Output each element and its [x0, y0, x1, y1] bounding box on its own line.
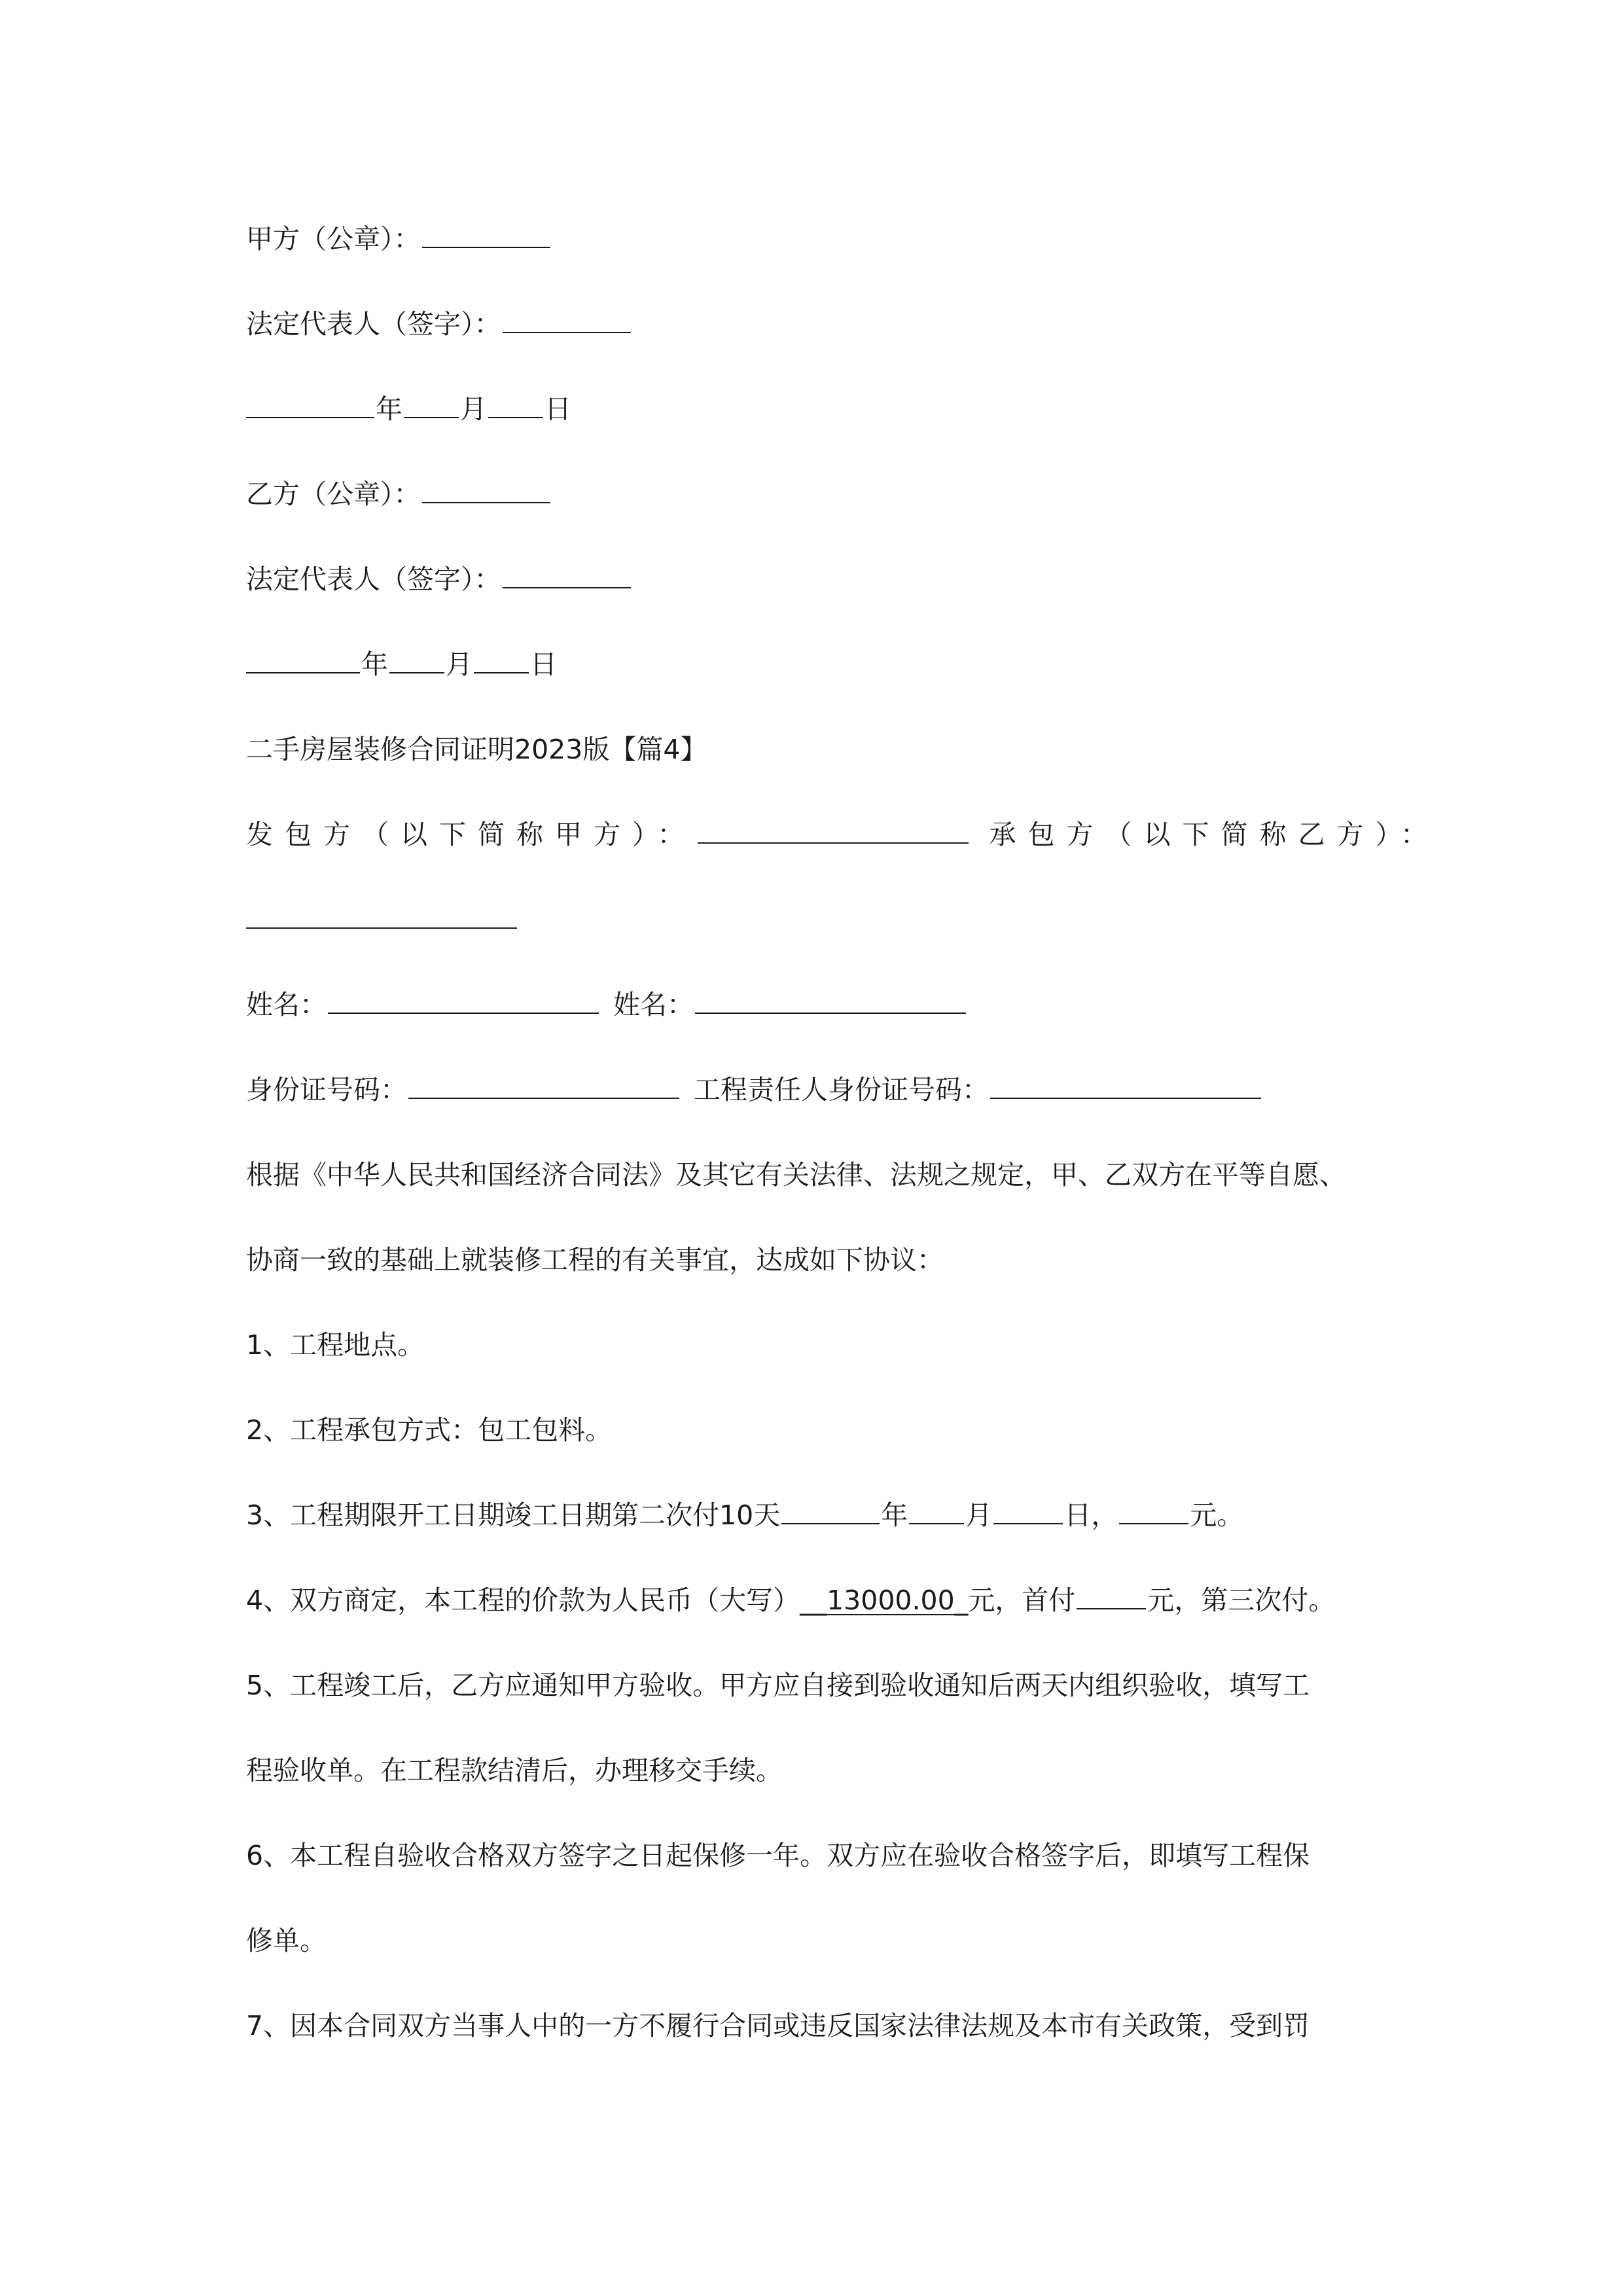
party-a-date-line [246, 389, 571, 429]
party-b-month-label: 月 [446, 649, 473, 680]
party-a-rep-label: 法定代表人（签字）： [246, 308, 501, 340]
clause-3-text: 3、工程期限开工日期竣工日期第二次付10天 [246, 1499, 781, 1531]
party-b-rep-line [246, 560, 632, 599]
clause-2: 2、工程承包方式：包工包料。 [246, 1414, 613, 1446]
id-line [246, 1070, 1262, 1109]
party-a-year-blank [246, 391, 374, 418]
party-b-seal-line [246, 475, 552, 514]
party-a-seal-line [246, 219, 552, 259]
id-label-a: 身份证号码： [246, 1074, 407, 1105]
party-a-month-label: 月 [460, 393, 487, 425]
parties-line [246, 815, 1439, 854]
clause-3-month-blank [909, 1497, 964, 1524]
party-b-seal-label: 乙方（公章）： [246, 478, 421, 510]
employer-blank [698, 816, 969, 844]
party-a-rep-line [246, 304, 632, 344]
clause-3-month: 月 [965, 1499, 993, 1531]
intro-line-1: 根据《中华人民共和国经济合同法》及其它有关法律、法规之规定，甲、乙双方在平等自愿、 [246, 1159, 1346, 1191]
clause-4-first-payment: 元，首付 [968, 1585, 1076, 1616]
section-title: 二手房屋装修合同证明2023版【篇4】 [246, 734, 707, 765]
clause-1: 1、工程地点。 [246, 1329, 425, 1361]
party-a-seal-blank [422, 221, 550, 248]
clause-3-year-blank [781, 1497, 880, 1524]
clause-6-line-2: 修单。 [246, 1925, 327, 1956]
clause-6-line-1: 6、本工程自验收合格双方签字之日起保修一年。双方应在验收合格签字后，即填写工程保 [246, 1840, 1310, 1871]
clause-4 [246, 1581, 1335, 1620]
clause-5-line-2: 程验收单。在工程款结清后，办理移交手续。 [246, 1755, 783, 1786]
id-label-b: 工程责任人身份证号码： [694, 1074, 989, 1105]
name-blank-b [695, 986, 966, 1014]
clause-3-amount-blank [1119, 1497, 1188, 1524]
party-b-rep-blank [503, 561, 631, 588]
party-a-day-label: 日 [544, 393, 571, 425]
clause-4-third-payment: 元，第三次付。 [1147, 1585, 1336, 1616]
id-blank-b [990, 1071, 1261, 1099]
clause-3-day-blank [993, 1497, 1063, 1524]
id-blank-a [408, 1071, 679, 1099]
party-a-seal-label: 甲方（公章）： [246, 223, 421, 255]
name-label-b: 姓名： [613, 989, 694, 1020]
party-a-day-blank [488, 391, 543, 418]
contractor-blank-line [246, 900, 518, 939]
contractor-blank [246, 901, 517, 929]
clause-4-text: 4、双方商定，本工程的价款为人民币（大写） [246, 1585, 800, 1616]
clause-5-line-1: 5、工程竣工后，乙方应通知甲方验收。甲方应自接到验收通知后两天内组织验收，填写工 [246, 1670, 1310, 1701]
party-b-seal-blank [422, 476, 550, 503]
clause-7-line-1: 7、因本合同双方当事人中的一方不履行合同或违反国家法律法规及本市有关政策，受到罚 [246, 2010, 1310, 2041]
party-b-day-blank [474, 646, 529, 673]
name-blank-a [328, 986, 599, 1014]
party-b-date-line [246, 645, 557, 684]
clause-3-yuan: 元。 [1190, 1499, 1244, 1531]
clause-3 [246, 1496, 1243, 1535]
names-line [246, 985, 967, 1024]
party-b-rep-label: 法定代表人（签字）： [246, 564, 501, 595]
intro-line-2: 协商一致的基础上就装修工程的有关事宜，达成如下协议： [246, 1244, 944, 1276]
clause-3-day: 日， [1064, 1499, 1118, 1531]
party-a-month-blank [404, 391, 459, 418]
employer-label: 发包方（以下简称甲方）： [246, 819, 696, 850]
contractor-label: 承包方（以下简称乙方）： [989, 819, 1439, 850]
party-b-month-blank [389, 646, 444, 673]
party-b-year-label: 年 [361, 649, 388, 680]
party-b-day-label: 日 [530, 649, 557, 680]
clause-4-amount: __13000.00_ [800, 1585, 969, 1616]
name-label-a: 姓名： [246, 989, 327, 1020]
party-a-rep-blank [503, 306, 631, 333]
party-a-year-label: 年 [376, 393, 402, 425]
party-b-year-blank [246, 646, 360, 673]
clause-4-first-blank [1077, 1582, 1146, 1609]
clause-3-year: 年 [881, 1499, 908, 1531]
